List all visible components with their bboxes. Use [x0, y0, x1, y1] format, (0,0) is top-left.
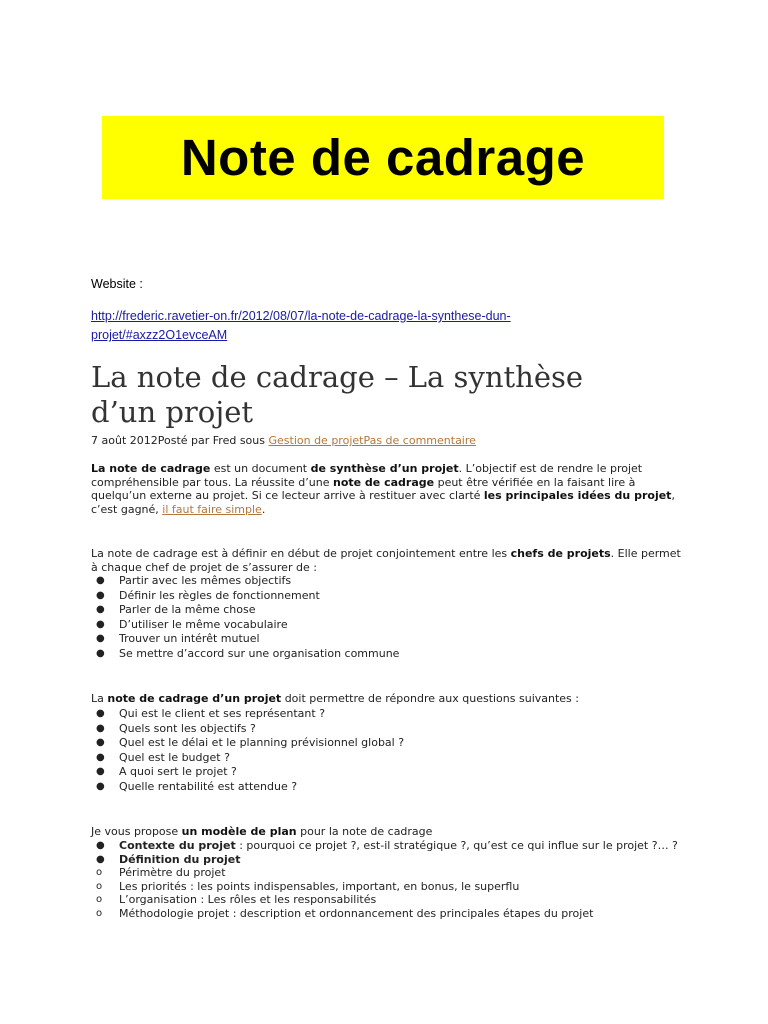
- intro-bold-3: de synthèse d’un projet: [310, 462, 459, 475]
- list-item: [91, 589, 681, 604]
- list-item: [91, 839, 681, 853]
- circle-bullet-icon: o: [96, 907, 103, 919]
- plan-item-2-bold: Définition du projet: [119, 852, 241, 866]
- circle-bullet-icon: o: [96, 880, 103, 892]
- article-meta: [91, 434, 476, 447]
- list-item: [91, 707, 681, 722]
- section3-bold-2: note de cadrage d’un projet: [107, 692, 282, 705]
- sublist-item-text: Périmètre du projet: [119, 866, 226, 879]
- list-item: [91, 632, 681, 647]
- section3-list: [91, 707, 681, 794]
- bullet-icon: ●: [96, 604, 105, 615]
- intro-bold-7: les principales idées du projet: [483, 489, 672, 502]
- bullet-icon: ●: [96, 853, 105, 865]
- intro-text-8: , c’est gagné,: [91, 489, 675, 516]
- plan-sublist: [91, 866, 681, 920]
- list-item: [91, 647, 681, 662]
- section4-text-1: Je vous propose: [91, 825, 182, 838]
- bullet-icon: ●: [96, 589, 105, 601]
- category-link[interactable]: Gestion de projet: [268, 434, 364, 447]
- list-item-text: Parler de la même chose: [119, 603, 256, 616]
- section3-text-1: La: [91, 692, 108, 705]
- circle-bullet-icon: o: [96, 894, 103, 905]
- plan-item-1-text: : pourquoi ce projet ?, est-il stratégique ?, qu’est ce qui influe sur le projet ?… ?: [235, 839, 678, 852]
- bullet-icon: ●: [96, 737, 105, 748]
- section4-paragraph: [91, 825, 681, 839]
- list-item: [91, 893, 681, 907]
- list-item: [91, 880, 681, 894]
- keep-simple-link[interactable]: il faut faire simple: [162, 502, 262, 516]
- document-title: Note de cadrage: [180, 129, 586, 186]
- bullet-icon: ●: [96, 840, 105, 851]
- bullet-icon: ●: [96, 722, 105, 734]
- list-item: [91, 751, 681, 766]
- website-link[interactable]: [91, 307, 561, 345]
- list-item-text: Quel est le délai et le planning prévisionnel global ?: [119, 736, 405, 749]
- section4-bold-2: un modèle de plan: [181, 825, 297, 838]
- section2-bold-2: chefs de projets: [510, 547, 611, 560]
- section2-text-1: La note de cadrage est à définir en début de projet conjointement entre les: [91, 547, 511, 560]
- list-item-text: Partir avec les mêmes objectifs: [119, 574, 292, 587]
- bullet-icon: ●: [96, 647, 105, 659]
- section2-paragraph: [91, 547, 681, 574]
- list-item: [91, 574, 681, 589]
- list-item-text: Quels sont les objectifs ?: [119, 721, 256, 735]
- list-item: [91, 866, 681, 880]
- list-item: [91, 853, 681, 921]
- section2-list: [91, 574, 681, 661]
- list-item-text: Quel est le budget ?: [119, 750, 230, 764]
- list-item-text: A quoi sert le projet ?: [119, 765, 237, 778]
- bullet-icon: ●: [96, 766, 105, 777]
- article-title: [91, 360, 651, 430]
- list-item: [91, 618, 681, 633]
- plan-list: [91, 839, 681, 920]
- website-label: Website :: [91, 277, 143, 291]
- article-title-line2: d’un projet: [91, 395, 254, 429]
- intro-text-6: peut être vérifiée en la faisant lire à quelqu’un externe au projet. Si ce lecteur arrive à restituer avec clarté: [91, 475, 636, 502]
- list-item-text: Trouver un intérêt mutuel: [119, 632, 260, 645]
- list-item-text: Se mettre d’accord sur une organisation commune: [119, 646, 400, 660]
- list-item: [91, 780, 681, 795]
- website-link-line1[interactable]: http://frederic.ravetier-on.fr/2012/08/07/la-note-de-cadrage-la-synthese-dun-: [91, 309, 511, 323]
- section2-text-3: . Elle permet à chaque chef de projet de s’assurer de :: [91, 547, 681, 574]
- intro-text-2: est un document: [210, 462, 311, 475]
- list-item: [91, 736, 681, 751]
- plan-item-1-bold: Contexte du projet: [119, 839, 236, 852]
- list-item-text: D’utiliser le même vocabulaire: [119, 617, 288, 631]
- bullet-icon: ●: [96, 633, 105, 644]
- intro-text-4: . L’objectif est de rendre le projet compréhensible par tous. La réussite d’une: [91, 462, 643, 489]
- intro-text-9: .: [261, 502, 266, 516]
- section3-text-3: doit permettre de répondre aux questions suivantes :: [281, 692, 579, 705]
- sublist-item-text: L’organisation : Les rôles et les responsabilités: [119, 893, 377, 906]
- list-item: [91, 907, 681, 921]
- section4-text-3: pour la note de cadrage: [296, 825, 433, 838]
- bullet-icon: ●: [96, 575, 105, 586]
- list-item-text: Définir les règles de fonctionnement: [119, 588, 320, 602]
- bullet-icon: ●: [96, 780, 105, 792]
- sublist-item-text: Méthodologie projet : description et ordonnancement des principales étapes du projet: [119, 906, 594, 920]
- website-link-line2[interactable]: projet/#axzz2O1evceAM: [91, 328, 228, 342]
- title-banner: [102, 116, 664, 199]
- list-item: [91, 603, 681, 618]
- sublist-item-text: Les priorités : les points indispensables, important, en bonus, le superflu: [119, 879, 520, 893]
- circle-bullet-icon: o: [96, 867, 103, 878]
- list-item: [91, 722, 681, 737]
- comments-link[interactable]: Pas de commentaire: [363, 434, 476, 447]
- article-title-line1: La note de cadrage – La synthèse: [91, 360, 584, 394]
- bullet-icon: ●: [96, 618, 105, 630]
- meta-date-author: 7 août 2012Posté par Fred sous: [91, 434, 269, 447]
- intro-bold-5: note de cadrage: [332, 475, 435, 489]
- intro-bold-1: La note de cadrage: [91, 462, 211, 475]
- intro-paragraph: [91, 462, 681, 516]
- list-item: [91, 765, 681, 780]
- bullet-icon: ●: [96, 751, 105, 763]
- list-item-text: Quelle rentabilité est attendue ?: [119, 779, 298, 793]
- list-item-text: Qui est le client et ses représentant ?: [119, 707, 326, 720]
- section3-paragraph: [91, 692, 681, 706]
- bullet-icon: ●: [96, 708, 105, 719]
